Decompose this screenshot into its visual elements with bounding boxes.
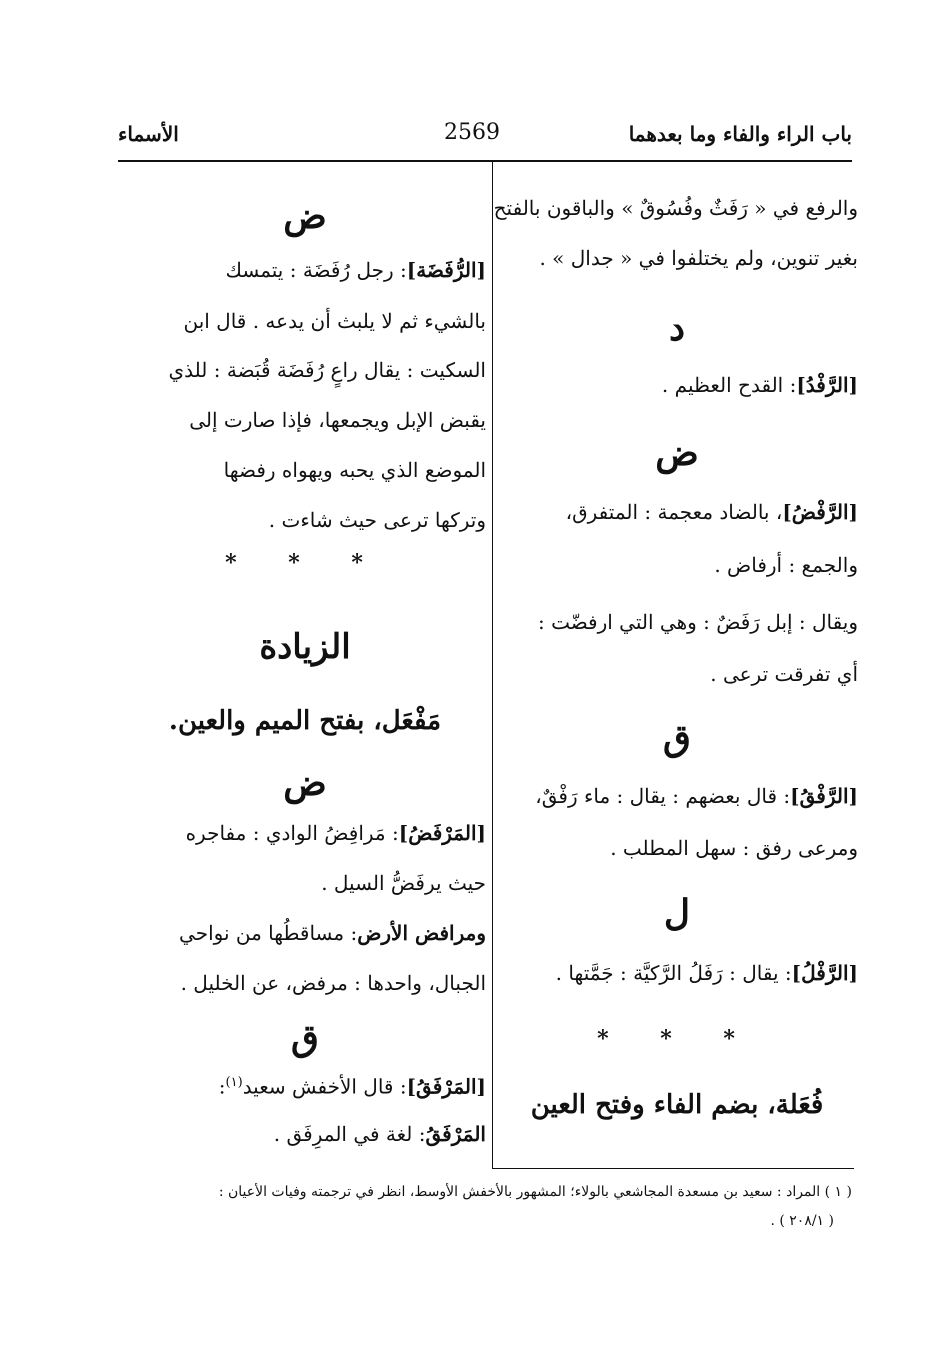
letter-heading-dad: ض: [283, 762, 327, 804]
text-line: الجبال، واحدها : مرفض، عن الخليل .: [180, 971, 486, 995]
letter-heading-dad: ض: [655, 432, 699, 474]
letter-heading-dad: ض: [283, 195, 327, 237]
text-line: ومرعى رفق : سهل المطلب .: [610, 836, 858, 860]
entry-term: [الرَّفْقُ]: [790, 784, 858, 808]
entry-marafid: [124, 923, 486, 943]
footnote-line: ( ١ ) المراد : سعيد بن مسعدة المجاشعي بالولاء؛ المشهور بالأخفش الأوسط، انظر في ترجمته وفيات الأعيان :: [218, 1184, 852, 1200]
letter-heading-q: ق: [663, 717, 691, 759]
entry-term: [الرَّفْدُ]: [796, 373, 858, 397]
entry-marfaq2: [124, 1124, 486, 1144]
text-line: حيث يرفَضُّ السيل .: [321, 871, 486, 895]
entry-punctuation: :: [218, 1074, 226, 1099]
section-title: الزيادة: [259, 627, 351, 667]
entry-definition: : القدح العظيم .: [661, 373, 797, 397]
text-line: وتركها ترعى حيث شاءت .: [268, 508, 486, 532]
section-separator: * * *: [225, 550, 385, 576]
entry-rafd: [496, 375, 858, 395]
entry-term: [المَرْفَضُ]: [398, 821, 486, 845]
letter-heading-d: د: [668, 307, 686, 349]
text-line: الموضع الذي يحبه ويهواه رفضها: [223, 458, 486, 482]
footnote-line: ( ٢٠٨/١ ) .: [770, 1213, 834, 1229]
entry-term: [الرَّفْلُ]: [791, 961, 858, 985]
entry-rafl: [496, 963, 858, 983]
entry-term: [الرَّفْضُ]: [782, 500, 858, 524]
entry-rufada: [124, 260, 486, 280]
entry-definition: : قال الأخفش سعيد: [242, 1074, 407, 1099]
entry-definition: : قال بعضهم : يقال : ماء رَفْقٌ،: [535, 784, 791, 808]
entry-marfaq: [124, 1076, 486, 1097]
text-line: السكيت : يقال راعٍ رُفَضَة قُبَضة : للذي: [168, 358, 486, 382]
entry-rafd2: [496, 502, 858, 522]
text-line: والجمع : أرفاض .: [714, 553, 858, 577]
section-heading: مَفْعَل، بفتح الميم والعين.: [168, 706, 442, 736]
text-line: ويقال : إبل رَفَضٌ : وهي التي ارفضّت :: [537, 610, 858, 634]
header-chapter-title: باب الراء والفاء وما بعدهما: [628, 122, 852, 146]
entry-term: [الرُّفَضَة]: [406, 258, 486, 282]
entry-marfad: [124, 823, 486, 843]
section-heading: فُعَلة، بضم الفاء وفتح العين: [530, 1090, 824, 1120]
letter-heading-q: ق: [291, 1017, 319, 1059]
entry-definition: : لغة في المرِفَق .: [273, 1122, 426, 1146]
footnote-marker: (١): [225, 1075, 243, 1090]
entry-definition: ، بالضاد معجمة : المتفرق،: [565, 500, 783, 524]
page-number: 2569: [444, 120, 500, 145]
entry-rafq: [496, 786, 858, 806]
text-line: بغير تنوين، ولم يختلفوا في « جدال » .: [539, 246, 858, 270]
entry-term: ومرافض الأرض: [357, 921, 486, 945]
entry-term: [المَرْفَقُ]: [406, 1074, 486, 1099]
entry-definition: : يقال : رَفَلُ الرَّكيَّة : جَمَّتها .: [555, 961, 792, 985]
letter-heading-l: ل: [663, 892, 691, 934]
text-line: أي تفرقت ترعى .: [710, 662, 858, 686]
footnote-rule: [492, 1168, 854, 1169]
entry-term: المَرْفَقُ: [425, 1122, 486, 1146]
text-line: والرفع في « رَفَثٌ وفُسُوقٌ » والباقون بالفتح: [493, 196, 858, 220]
text-line: يقبض الإبل ويجمعها، فإذا صارت إلى: [189, 408, 486, 432]
header-section-name: الأسماء: [118, 122, 179, 146]
column-divider: [492, 162, 493, 1168]
entry-definition: : مساقطُها من نواحي: [179, 921, 358, 945]
entry-definition: : مَرافِضُ الوادي : مفاجره: [185, 821, 399, 845]
entry-definition: : رجل رُفَضَة : يتمسك: [225, 258, 407, 282]
section-separator: * * *: [597, 1026, 757, 1052]
header-rule: [118, 160, 852, 162]
text-line: بالشيء ثم لا يلبث أن يدعه . قال ابن: [183, 309, 486, 333]
